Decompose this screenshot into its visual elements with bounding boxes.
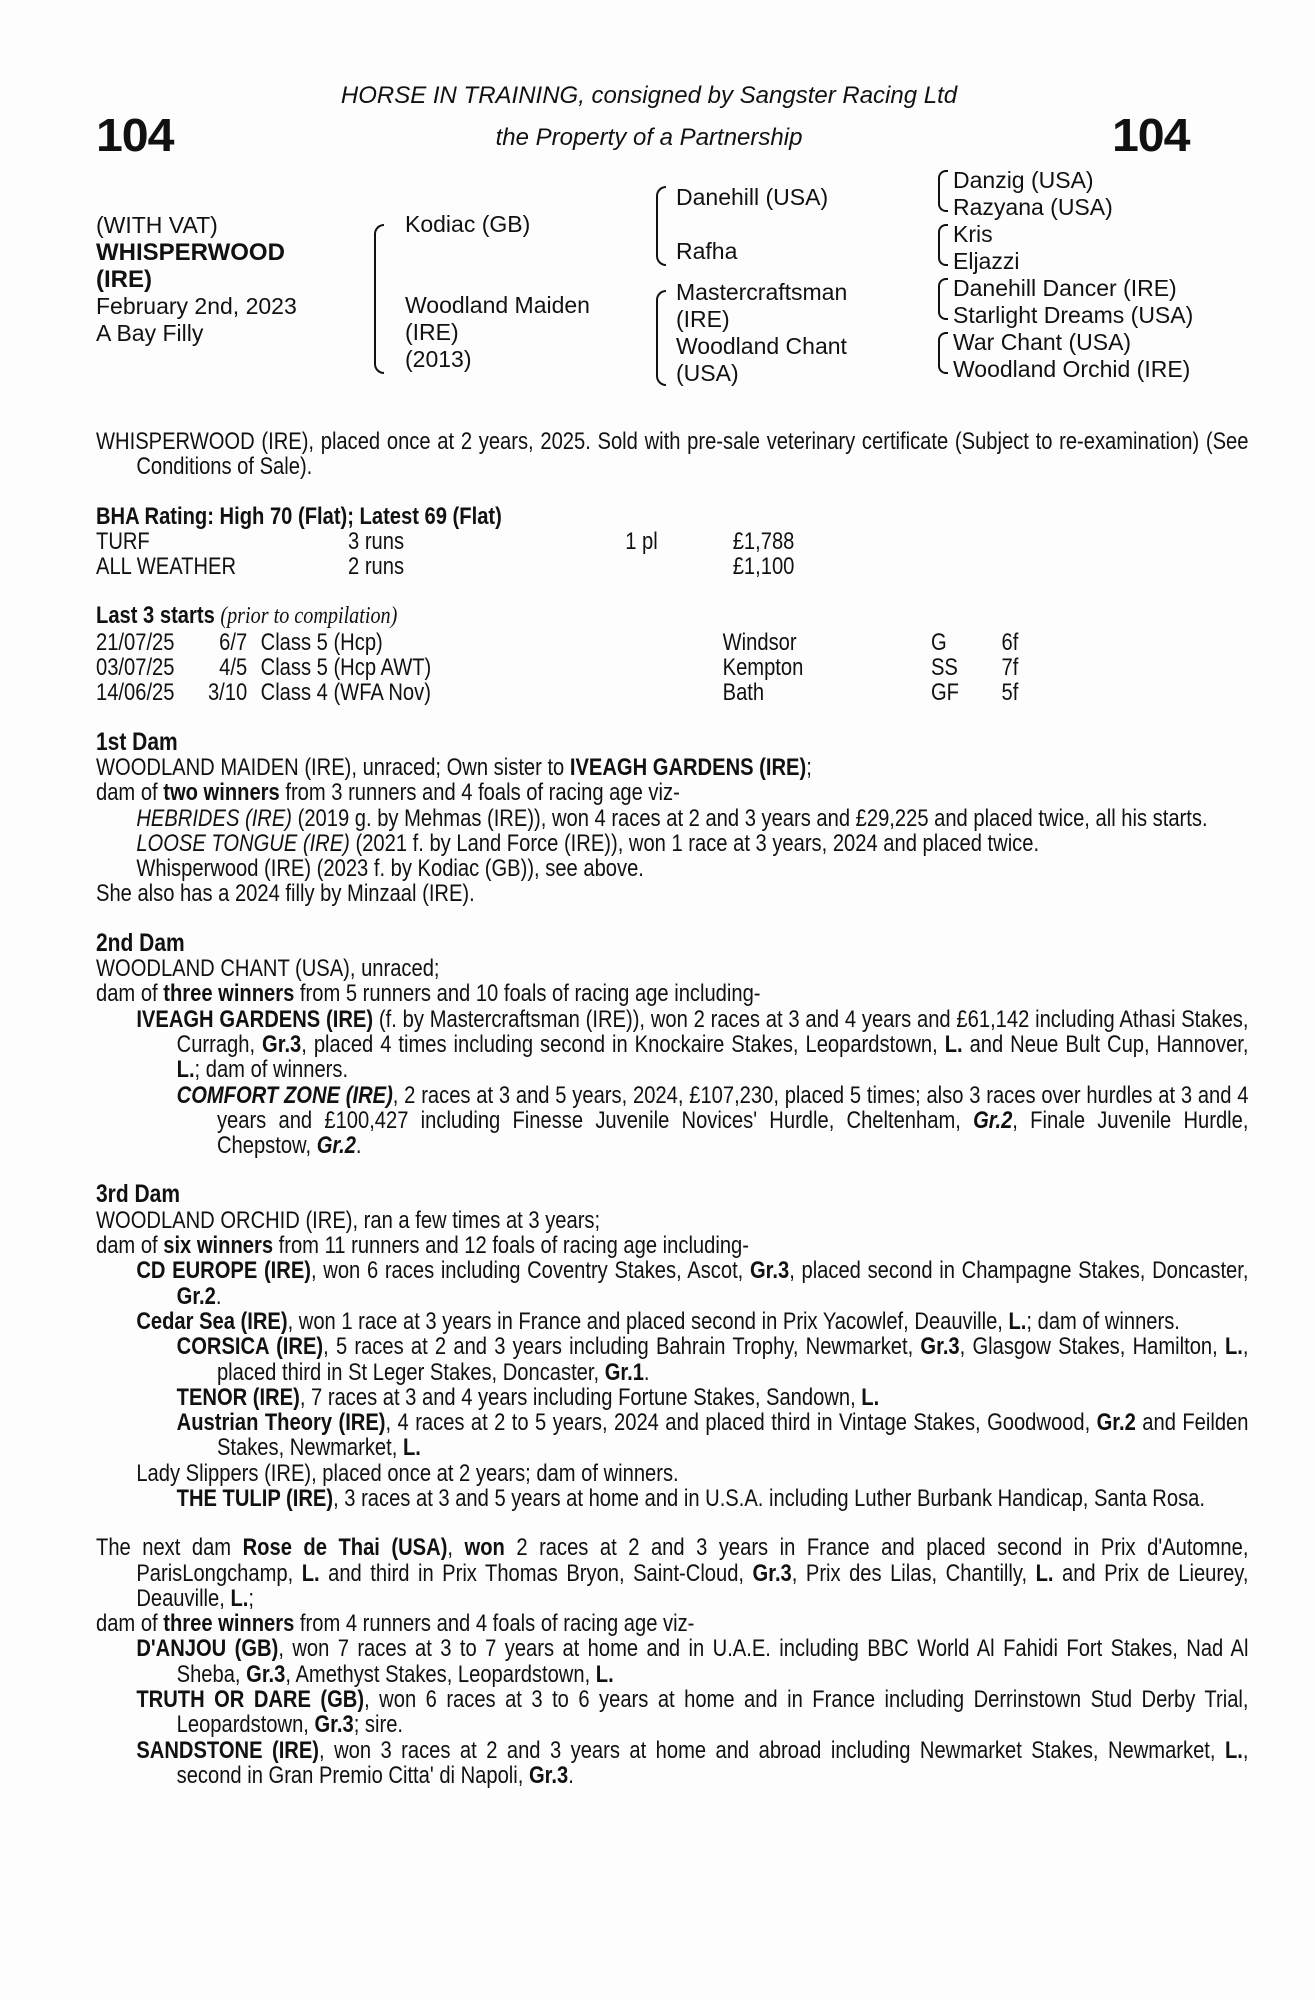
start-row bbox=[96, 655, 1018, 680]
pedigree-brace-4th-1 bbox=[938, 170, 948, 212]
progeny-entry bbox=[96, 1309, 1248, 1334]
text: and Feilden Stakes, Newmarket, bbox=[216, 1409, 1249, 1462]
grade: Gr.3 bbox=[528, 1761, 569, 1789]
start-going: G bbox=[930, 628, 947, 656]
next-dam-produce bbox=[96, 1611, 1248, 1636]
ancestor: Woodland Orchid (IRE) bbox=[953, 356, 1191, 382]
grade: L. bbox=[176, 1056, 195, 1084]
progeny-name: LOOSE TONGUE (IRE) bbox=[136, 829, 350, 857]
progeny-entry: Whisperwood (IRE) (2023 f. by Kodiac (GB)), see above. bbox=[136, 855, 644, 883]
horse-description: A Bay Filly bbox=[96, 320, 204, 346]
text: , 5 races at 2 and 3 years including Bahrain Trophy, Newmarket, bbox=[323, 1333, 921, 1361]
ancestor: Razyana (USA) bbox=[953, 194, 1113, 220]
text: , 2 races at 3 and 5 years, 2024, £107,230, placed 5 times; also 3 races over hurdles at 3 and 4 years and £100,427 including Finesse Juvenile Novices' Hurdle, Cheltenham, bbox=[216, 1081, 1249, 1134]
grade: Gr.3 bbox=[749, 1257, 790, 1285]
grade: Gr.2 bbox=[176, 1282, 216, 1310]
horse-name-suffix: (IRE) bbox=[96, 266, 152, 293]
start-course: Windsor bbox=[722, 628, 797, 656]
start-position: 4/5 bbox=[219, 654, 248, 682]
third-dam-heading: 3rd Dam bbox=[96, 1180, 181, 1209]
sire-sire: Danehill (USA) bbox=[676, 184, 829, 210]
text: dam of bbox=[96, 980, 164, 1008]
text: , won 6 races including Coventry Stakes, Ascot, bbox=[310, 1257, 750, 1285]
grade: Gr.3 bbox=[314, 1711, 354, 1739]
text: , second in Gran Premio Citta' di Napoli, bbox=[176, 1736, 1249, 1789]
progeny-entry bbox=[96, 1258, 1248, 1309]
text: , placed second in Champagne Stakes, Doncaster, bbox=[789, 1257, 1249, 1285]
dam-sire-name: Mastercraftsman bbox=[676, 279, 848, 305]
fourth-generation bbox=[953, 167, 1193, 383]
surface: ALL WEATHER bbox=[96, 553, 237, 581]
progeny-entry bbox=[96, 1334, 1248, 1385]
progeny-entry bbox=[96, 1410, 1248, 1461]
text: from 11 runners and 12 foals of racing age including- bbox=[273, 1232, 749, 1260]
grade: L. bbox=[1224, 1333, 1243, 1361]
start-position: 6/7 bbox=[219, 628, 248, 656]
text: dam of bbox=[96, 779, 164, 807]
grade: L. bbox=[944, 1030, 963, 1058]
start-date: 21/07/25 bbox=[96, 628, 175, 656]
progeny-name: THE TULIP (IRE) bbox=[176, 1484, 334, 1512]
text: , placed third in St Leger Stakes, Doncaster, bbox=[216, 1333, 1249, 1386]
winners-count: two winners bbox=[163, 779, 280, 807]
start-position: 3/10 bbox=[207, 679, 248, 707]
grade: Gr.2 bbox=[973, 1106, 1013, 1134]
text: , 3 races at 3 and 5 years at home and in U.S.A. including Luther Burbank Handicap, Santa Rosa. bbox=[333, 1484, 1205, 1512]
text: , 4 races at 2 to 5 years, 2024 and placed third in Vintage Stakes, Goodwood, bbox=[385, 1409, 1097, 1437]
placed: 1 pl bbox=[625, 527, 658, 555]
progeny-entry bbox=[96, 806, 1248, 831]
start-course: Bath bbox=[722, 679, 765, 707]
start-race: Class 5 (Hcp) bbox=[260, 628, 383, 656]
vat-note: (WITH VAT) bbox=[96, 212, 218, 238]
placed bbox=[625, 554, 733, 579]
start-date: 14/06/25 bbox=[96, 679, 175, 707]
last-starts-note: (prior to compilation) bbox=[220, 603, 398, 630]
ancestor: Danzig (USA) bbox=[953, 167, 1094, 193]
text: WOODLAND MAIDEN (IRE), unraced; Own sister to bbox=[96, 753, 570, 781]
dam-country: (IRE) bbox=[405, 319, 459, 345]
progeny-name: TENOR (IRE) bbox=[176, 1383, 300, 1411]
text: , placed 4 times including second in Knockaire Stakes, Leopardstown, bbox=[301, 1030, 945, 1058]
grade: Gr.1 bbox=[604, 1358, 644, 1386]
text: , Amethyst Stakes, Leopardstown, bbox=[285, 1660, 596, 1688]
text: . bbox=[215, 1282, 222, 1310]
first-dam-intro bbox=[96, 755, 1248, 780]
dam-sire-country: (IRE) bbox=[676, 306, 730, 332]
progeny-name: TRUTH OR DARE (GB) bbox=[136, 1686, 365, 1714]
progeny-entry bbox=[96, 1687, 1248, 1738]
progeny-name: IVEAGH GARDENS (IRE) bbox=[136, 1005, 374, 1033]
second-dam-produce bbox=[96, 981, 1248, 1006]
progeny-name: COMFORT ZONE (IRE) bbox=[176, 1081, 393, 1109]
text: , won 1 race at 3 years in France and placed second in Prix Yacowlef, Deauville, bbox=[287, 1307, 1009, 1335]
pedigree-brace-4th-4 bbox=[938, 332, 948, 374]
text-bold: won bbox=[464, 1534, 505, 1562]
ancestor: Starlight Dreams (USA) bbox=[953, 302, 1194, 328]
progeny-name: CORSICA (IRE) bbox=[176, 1333, 324, 1361]
second-dam-heading: 2nd Dam bbox=[96, 928, 185, 957]
text: , Prix des Lilas, Chantilly, bbox=[791, 1559, 1036, 1587]
grade: Gr.3 bbox=[246, 1660, 286, 1688]
dam-dam-name: Woodland Chant bbox=[676, 333, 847, 359]
text: dam of bbox=[96, 1610, 164, 1638]
text: ; bbox=[248, 1584, 254, 1612]
text: , won 6 races at 3 to 6 years at home and in France including Derrinstown Stud Derby Trial, Leopardstown, bbox=[176, 1686, 1249, 1739]
prize: £1,788 bbox=[732, 527, 795, 555]
first-dam-produce bbox=[96, 780, 1248, 805]
text: ; sire. bbox=[353, 1711, 404, 1739]
runs-row bbox=[96, 529, 794, 554]
pedigree-brace-4th-3 bbox=[938, 278, 948, 320]
pedigree-brace-sire-side bbox=[656, 186, 666, 266]
dam-year: (2013) bbox=[405, 346, 472, 372]
property-line: the Property of a Partnership bbox=[495, 124, 803, 151]
foaling-date: February 2nd, 2023 bbox=[96, 293, 297, 319]
last-starts-title: Last 3 starts bbox=[96, 602, 215, 630]
grade: L. bbox=[402, 1434, 421, 1462]
text: , Finale Juvenile Hurdle, Chepstow, bbox=[216, 1106, 1249, 1160]
progeny-entry bbox=[96, 1007, 1248, 1083]
grade: L. bbox=[1008, 1307, 1027, 1335]
progeny-record: (2021 f. by Land Force (IRE)), won 1 race at 3 years, 2024 and placed twice. bbox=[349, 829, 1040, 857]
consignor-line: HORSE IN TRAINING, consigned by Sangster Racing Ltd bbox=[340, 82, 958, 109]
text: . bbox=[355, 1132, 362, 1160]
start-going: GF bbox=[930, 679, 959, 707]
dam-name: Woodland Maiden bbox=[405, 292, 590, 318]
grade: L. bbox=[1035, 1559, 1054, 1587]
last-starts-table bbox=[96, 630, 1018, 706]
dam bbox=[405, 292, 590, 373]
text: and Neue Bult Cup, Hannover, bbox=[962, 1030, 1249, 1058]
text: ; bbox=[806, 753, 812, 781]
progeny-entry bbox=[96, 1083, 1248, 1159]
dam-sire bbox=[676, 279, 847, 333]
next-dam-entry bbox=[96, 1535, 1248, 1611]
runs: 3 runs bbox=[348, 527, 405, 555]
progeny-entry: Lady Slippers (IRE), placed once at 2 years; dam of winners. bbox=[136, 1459, 679, 1487]
start-date: 03/07/25 bbox=[96, 654, 175, 682]
progeny-entry bbox=[96, 1738, 1248, 1789]
text: from 5 runners and 10 foals of racing age including- bbox=[294, 980, 761, 1008]
horse-info bbox=[96, 212, 297, 347]
text: and Prix de Lieurey, Deauville, bbox=[136, 1559, 1249, 1612]
text: ; dam of winners. bbox=[1026, 1307, 1180, 1335]
text: . bbox=[643, 1358, 650, 1386]
lot-number-left: 104 bbox=[96, 109, 174, 161]
text: , bbox=[447, 1534, 465, 1562]
ancestor: Danehill Dancer (IRE) bbox=[953, 275, 1177, 301]
pedigree-brace-4th-2 bbox=[938, 224, 948, 266]
text: , won 3 races at 2 and 3 years at home and abroad including Newmarket Stakes, Newmarket, bbox=[319, 1736, 1225, 1764]
text: from 4 runners and 4 foals of racing age viz- bbox=[294, 1610, 695, 1638]
summary: WHISPERWOOD (IRE), placed once at 2 years, 2025. Sold with pre-sale veterinary certificate (Subject to re-examination) (See Conditions of Sale). bbox=[96, 428, 1249, 481]
start-course: Kempton bbox=[722, 654, 804, 682]
pedigree-brace-parents bbox=[374, 224, 384, 374]
pedigree-brace-dam-side bbox=[656, 290, 666, 386]
sire-dam: Rafha bbox=[676, 238, 738, 264]
third-dam-produce bbox=[96, 1233, 1248, 1258]
text: , 7 races at 3 and 4 years including Fortune Stakes, Sandown, bbox=[299, 1383, 862, 1411]
last-starts-heading bbox=[96, 603, 1248, 629]
prize: £1,100 bbox=[732, 553, 795, 581]
next-dam-name: Rose de Thai (USA) bbox=[242, 1534, 448, 1562]
second-dam-intro: WOODLAND CHANT (USA), unraced; bbox=[96, 955, 440, 983]
start-row bbox=[96, 680, 1018, 705]
runs-table bbox=[96, 529, 794, 580]
winners-count: three winners bbox=[163, 980, 295, 1008]
grade: L. bbox=[301, 1559, 320, 1587]
text: , won 7 races at 3 to 7 years at home and in U.A.E. including BBC World Al Fahidi Fort Stakes, Nad Al Sheba, bbox=[176, 1635, 1249, 1688]
sire: Kodiac (GB) bbox=[405, 211, 531, 237]
winners-count: three winners bbox=[163, 1610, 295, 1638]
first-dam-note: She also has a 2024 filly by Minzaal (IRE). bbox=[96, 880, 475, 908]
grade: Gr.3 bbox=[262, 1030, 302, 1058]
text: 2 races at 2 and 3 years in France and placed second in Prix d'Automne, ParisLongchamp, bbox=[136, 1534, 1249, 1587]
horse-link-text: IVEAGH GARDENS (IRE) bbox=[569, 753, 807, 781]
text: and third in Prix Thomas Bryon, Saint-Cloud, bbox=[319, 1559, 753, 1587]
grade: L. bbox=[1224, 1736, 1243, 1764]
horse-name: WHISPERWOOD bbox=[96, 239, 285, 266]
text: . bbox=[568, 1761, 574, 1789]
progeny-name: Austrian Theory (IRE) bbox=[176, 1409, 386, 1437]
progeny-name: SANDSTONE (IRE) bbox=[136, 1736, 320, 1764]
dam-dam bbox=[676, 333, 847, 387]
progeny-name: D'ANJOU (GB) bbox=[136, 1635, 279, 1663]
start-distance: 7f bbox=[1001, 654, 1019, 682]
text: from 3 runners and 4 foals of racing age viz- bbox=[279, 779, 680, 807]
progeny-entry bbox=[96, 1636, 1248, 1687]
first-dam-heading: 1st Dam bbox=[96, 727, 178, 756]
runs: 2 runs bbox=[348, 553, 405, 581]
catalogue-body bbox=[96, 429, 1248, 1788]
grade: Gr.2 bbox=[316, 1132, 356, 1160]
progeny-name: CD EUROPE (IRE) bbox=[136, 1257, 311, 1285]
dam-dam-country: (USA) bbox=[676, 360, 739, 386]
winners-count: six winners bbox=[163, 1232, 274, 1260]
text: The next dam bbox=[96, 1534, 243, 1562]
start-going: SS bbox=[930, 654, 958, 682]
text: ; dam of winners. bbox=[194, 1056, 349, 1084]
runs-row bbox=[96, 554, 794, 579]
grade: L. bbox=[861, 1383, 880, 1411]
start-race: Class 4 (WFA Nov) bbox=[260, 679, 431, 707]
progeny-name: HEBRIDES (IRE) bbox=[136, 804, 293, 832]
lot-number-right: 104 bbox=[1112, 109, 1190, 161]
grade: Gr.3 bbox=[752, 1559, 792, 1587]
grade: L. bbox=[595, 1660, 614, 1688]
surface: TURF bbox=[96, 527, 150, 555]
text: (f. by Mastercraftsman (IRE)), won 2 races at 3 and 4 years and £61,142 including Athasi Stakes, Curragh, bbox=[176, 1005, 1249, 1058]
progeny-entry bbox=[96, 1486, 1248, 1511]
third-dam-intro: WOODLAND ORCHID (IRE), ran a few times at 3 years; bbox=[96, 1206, 601, 1234]
progeny-entry bbox=[96, 831, 1248, 856]
bha-rating: BHA Rating: High 70 (Flat); Latest 69 (Flat) bbox=[96, 502, 502, 530]
progeny-name: Cedar Sea (IRE) bbox=[136, 1307, 288, 1335]
ancestor: Eljazzi bbox=[953, 248, 1020, 274]
grade: Gr.2 bbox=[1096, 1409, 1136, 1437]
text: dam of bbox=[96, 1232, 164, 1260]
grade: L. bbox=[230, 1584, 249, 1612]
start-row bbox=[96, 630, 1018, 655]
progeny-entry bbox=[96, 1385, 1248, 1410]
start-distance: 6f bbox=[1001, 628, 1019, 656]
ancestor: Kris bbox=[953, 221, 993, 247]
ancestor: War Chant (USA) bbox=[953, 329, 1132, 355]
progeny-record: (2019 g. by Mehmas (IRE)), won 4 races at 2 and 3 years and £29,225 and placed twice, all his starts. bbox=[292, 804, 1208, 832]
grade: Gr.3 bbox=[920, 1333, 960, 1361]
start-race: Class 5 (Hcp AWT) bbox=[260, 654, 432, 682]
start-distance: 5f bbox=[1001, 679, 1019, 707]
text: , Glasgow Stakes, Hamilton, bbox=[959, 1333, 1225, 1361]
